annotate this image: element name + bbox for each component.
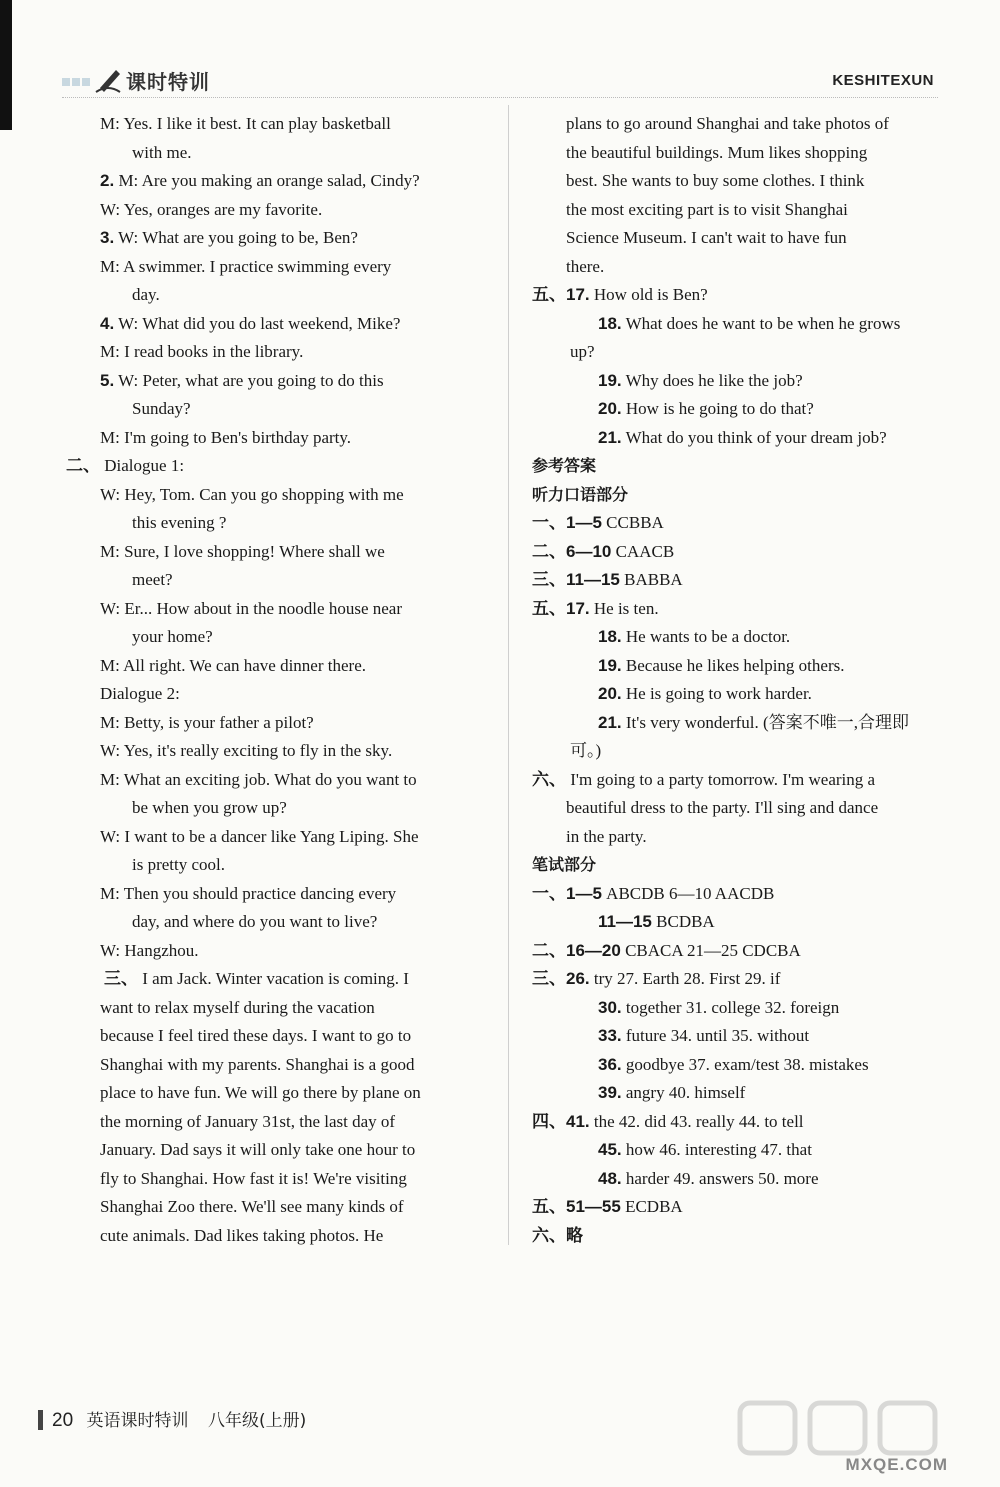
text-line	[100, 110, 391, 138]
line-text: M: Yes. I like it best. It can play basketball	[100, 114, 391, 133]
item-label: 36.	[598, 1054, 622, 1074]
text-line	[532, 281, 708, 309]
text-line	[132, 139, 192, 167]
line-text: CCBBA	[606, 513, 664, 532]
line-text: W: What did you do last weekend, Mike?	[118, 313, 401, 333]
item-label: 48.	[598, 1168, 622, 1188]
text-line	[532, 538, 674, 566]
item-label: 六、略	[532, 1225, 583, 1245]
text-line	[566, 196, 848, 224]
logo-text: 课时特训	[126, 70, 210, 94]
item-label: 33.	[598, 1026, 622, 1045]
line-text: I am Jack. Winter vacation is coming. I	[142, 969, 409, 988]
text-line	[100, 1193, 404, 1221]
text-line	[132, 281, 160, 309]
text-line	[566, 253, 604, 281]
item-label: 一、1—5	[532, 513, 602, 532]
line-text: W: Yes, it's really exciting to fly in the sky.	[100, 741, 393, 760]
line-text: M: Sure, I love shopping! Where shall we	[100, 541, 385, 561]
line-text: He wants to be a doctor.	[625, 627, 791, 646]
item-label: 二、6—10	[532, 541, 612, 561]
line-text: BCDBA	[656, 912, 715, 931]
line-text: W: Er... How about in the noodle house near	[100, 598, 402, 618]
text-line	[598, 424, 887, 452]
line-text: Dialogue 2:	[100, 684, 180, 703]
text-line	[100, 310, 400, 338]
line-text: fly to Shanghai. How fast it is! We're visiting	[100, 1168, 407, 1188]
item-label: 18.	[598, 627, 622, 646]
text-line	[100, 1136, 415, 1164]
text-line	[532, 937, 801, 965]
line-text: your home?	[132, 627, 213, 646]
text-line	[598, 1136, 812, 1164]
line-text: CBACA 21—25 CDCBA	[625, 940, 801, 960]
line-text: because I feel tired these days. I want to go to	[100, 1026, 412, 1045]
line-text: place to have fun. We will go there by plane on	[100, 1083, 421, 1102]
item-label: 30.	[598, 997, 622, 1017]
text-line	[100, 937, 199, 965]
line-text: M: All right. We can have dinner there.	[100, 655, 366, 675]
text-line	[100, 1079, 421, 1107]
text-line	[100, 367, 384, 395]
page-number: 20	[52, 1410, 74, 1431]
text-line	[566, 823, 647, 851]
text-line	[566, 794, 878, 822]
text-line	[100, 1108, 395, 1136]
text-line	[104, 965, 409, 993]
line-text: ECDBA	[625, 1197, 683, 1216]
watermark-text: MXQE.COM	[845, 1455, 948, 1474]
text-line	[532, 880, 774, 908]
line-text: M: I'm going to Ben's birthday party.	[100, 427, 352, 447]
line-text: the 42. did 43. really 44. to tell	[593, 1111, 804, 1131]
text-line	[598, 1079, 745, 1107]
text-line	[566, 110, 889, 138]
text-line	[598, 1165, 819, 1193]
item-label: 三、11—15	[532, 570, 620, 589]
line-text: there.	[566, 256, 605, 276]
line-text: Science Museum. I can't wait to have fun	[566, 228, 847, 247]
line-text: M: Then you should practice dancing every	[100, 883, 397, 903]
line-text: He is ten.	[593, 598, 659, 618]
text-line	[132, 566, 173, 594]
section-heading: 听力口语部分	[532, 484, 629, 504]
line-text: How is he going to do that?	[625, 399, 814, 418]
text-line	[100, 1165, 407, 1193]
line-text: plans to go around Shanghai and take photos of	[566, 114, 889, 133]
line-text: M: Betty, is your father a pilot?	[100, 712, 314, 732]
line-text: W: Peter, what are you going to do this	[118, 370, 384, 390]
line-text: W: Hangzhou.	[100, 940, 199, 960]
line-text: with me.	[132, 142, 192, 162]
text-line	[532, 566, 683, 594]
text-line	[532, 766, 875, 794]
line-text: M: Are you making an orange salad, Cindy?	[118, 171, 420, 190]
text-line	[532, 1222, 583, 1250]
line-text: the beautiful buildings. Mum likes shopping	[566, 142, 868, 162]
line-text: angry 40. himself	[625, 1083, 746, 1102]
line-text: Shanghai Zoo there. We'll see many kinds of	[100, 1197, 404, 1216]
text-line	[100, 595, 402, 623]
text-line	[100, 338, 303, 366]
line-text: how 46. interesting 47. that	[625, 1140, 812, 1159]
line-text: beautiful dress to the party. I'll sing and dance	[566, 798, 879, 817]
section-heading: 笔试部分	[532, 855, 597, 874]
line-text: W: Yes, oranges are my favorite.	[100, 199, 323, 219]
text-line	[100, 680, 180, 708]
item-label: 三、	[104, 969, 138, 988]
text-line	[100, 1022, 411, 1050]
line-text: Why does he like the job?	[625, 370, 803, 390]
text-line	[532, 1193, 683, 1221]
item-label: 5.	[100, 370, 115, 390]
item-label: 18.	[598, 313, 622, 333]
text-line	[66, 452, 184, 480]
text-line	[100, 1051, 414, 1079]
item-label: 21.	[598, 712, 622, 732]
line-text: the morning of January 31st, the last day of	[100, 1111, 396, 1131]
text-line	[100, 880, 396, 908]
section-heading: 参考答案	[532, 456, 597, 475]
line-text: He is going to work harder.	[625, 684, 812, 703]
text-line	[100, 823, 419, 851]
line-text: up?	[570, 342, 595, 361]
line-text: be when you grow up?	[132, 798, 287, 817]
text-line	[100, 766, 417, 794]
item-label: 20.	[598, 684, 622, 703]
line-text: the most exciting part is to visit Shanghai	[566, 199, 848, 219]
page-edge-bar	[0, 0, 12, 130]
brand-name: KESHITEXUN	[832, 72, 934, 89]
text-line	[598, 652, 844, 680]
item-label: 4.	[100, 313, 115, 333]
item-label: 11—15	[598, 912, 652, 931]
line-text: Sunday?	[132, 399, 191, 418]
line-text: best. She wants to buy some clothes. I think	[566, 171, 865, 190]
text-line	[100, 652, 366, 680]
book-title: 英语课时特训	[86, 1411, 189, 1431]
line-text: Shanghai with my parents. Shanghai is a good	[100, 1054, 415, 1074]
line-text: day, and where do you want to live?	[132, 912, 378, 931]
text-line	[566, 139, 867, 167]
item-label: 19.	[598, 370, 622, 390]
text-line	[532, 595, 659, 623]
line-text: BABBA	[624, 570, 683, 589]
line-text: W: Hey, Tom. Can you go shopping with me	[100, 484, 404, 504]
line-text: day.	[132, 285, 160, 304]
text-line	[132, 851, 225, 879]
text-line	[532, 851, 596, 879]
text-line	[598, 310, 900, 338]
text-line	[598, 908, 715, 936]
line-text: M: A swimmer. I practice swimming every	[100, 256, 392, 276]
text-line	[100, 709, 314, 737]
line-text: want to relax myself during the vacation	[100, 997, 375, 1017]
item-label: 39.	[598, 1083, 622, 1102]
line-text: What do you think of your dream job?	[625, 427, 887, 447]
line-text: this evening ?	[132, 513, 227, 532]
grade-label: 八年级(上册)	[207, 1411, 307, 1431]
line-text: CAACB	[615, 541, 675, 561]
text-line	[132, 794, 287, 822]
line-text: Because he likes helping others.	[625, 655, 845, 675]
text-line	[532, 1108, 804, 1136]
item-label: 五、51—55	[532, 1197, 621, 1216]
item-label: 45.	[598, 1140, 622, 1159]
text-line	[598, 680, 812, 708]
line-text: Dialogue 1:	[104, 456, 185, 475]
text-line	[532, 452, 596, 480]
item-label: 20.	[598, 399, 622, 418]
line-text: try 27. Earth 28. First 29. if	[593, 969, 781, 988]
line-text: future 34. until 35. without	[625, 1026, 810, 1045]
line-text: M: What an exciting job. What do you want to	[100, 769, 417, 789]
text-line	[132, 908, 377, 936]
footer-marker	[38, 1410, 43, 1430]
footer	[52, 1406, 306, 1432]
header-rule	[62, 97, 938, 98]
text-line	[132, 509, 226, 537]
line-text: How old is Ben?	[593, 285, 708, 304]
line-text: together 31. college 32. foreign	[625, 997, 840, 1017]
text-line	[598, 395, 814, 423]
line-text: is pretty cool.	[132, 855, 226, 874]
line-text: cute animals. Dad likes taking photos. He	[100, 1225, 384, 1245]
line-text: M: I read books in the library.	[100, 342, 304, 361]
text-line	[100, 196, 322, 224]
text-line	[100, 167, 420, 195]
item-label: 一、1—5	[532, 883, 602, 903]
text-line	[570, 338, 595, 366]
item-label: 二、16—20	[532, 940, 621, 960]
text-line	[598, 994, 839, 1022]
text-line	[598, 1051, 869, 1079]
text-line	[598, 1022, 809, 1050]
text-line	[100, 224, 358, 252]
text-line	[598, 367, 803, 395]
item-label: 三、26.	[532, 969, 590, 988]
line-text: harder 49. answers 50. more	[625, 1168, 819, 1188]
text-line	[100, 253, 391, 281]
line-text: ABCDB 6—10 AACDB	[606, 883, 775, 903]
text-line	[100, 481, 404, 509]
item-label: 21.	[598, 427, 622, 447]
text-line	[532, 481, 628, 509]
line-text: What does he want to be when he grows	[625, 313, 901, 333]
line-text: goodbye 37. exam/test 38. mistakes	[625, 1054, 869, 1074]
text-line	[100, 1222, 383, 1250]
text-line	[100, 994, 375, 1022]
text-line	[570, 737, 601, 765]
text-line	[100, 538, 385, 566]
line-text: W: What are you going to be, Ben?	[118, 228, 358, 247]
item-label: 六、	[532, 769, 566, 789]
text-line	[132, 623, 213, 651]
text-line	[598, 623, 790, 651]
item-label: 五、17.	[532, 598, 590, 618]
item-label: 五、17.	[532, 285, 590, 304]
text-line	[100, 737, 392, 765]
line-text: I'm going to a party tomorrow. I'm wearing a	[570, 769, 876, 789]
item-label: 19.	[598, 655, 622, 675]
line-text: in the party.	[566, 826, 647, 846]
line-text: W: I want to be a dancer like Yang Liping. She	[100, 826, 419, 846]
text-line	[132, 395, 191, 423]
item-label: 四、41.	[532, 1111, 590, 1131]
line-text: meet?	[132, 570, 173, 589]
text-line	[100, 424, 351, 452]
pen-logo-icon	[62, 66, 122, 94]
line-text: 可。)	[570, 741, 602, 760]
item-label: 2.	[100, 171, 115, 190]
text-line	[566, 224, 847, 252]
column-divider	[508, 105, 509, 1245]
item-label: 3.	[100, 228, 115, 247]
line-text: It's very wonderful. (答案不唯一,合理即	[625, 712, 909, 732]
line-text: January. Dad says it will only take one hour to	[100, 1140, 416, 1159]
text-line	[566, 167, 864, 195]
text-line	[598, 709, 909, 737]
text-line	[532, 965, 780, 993]
item-label: 二、	[66, 456, 100, 475]
text-line	[532, 509, 664, 537]
